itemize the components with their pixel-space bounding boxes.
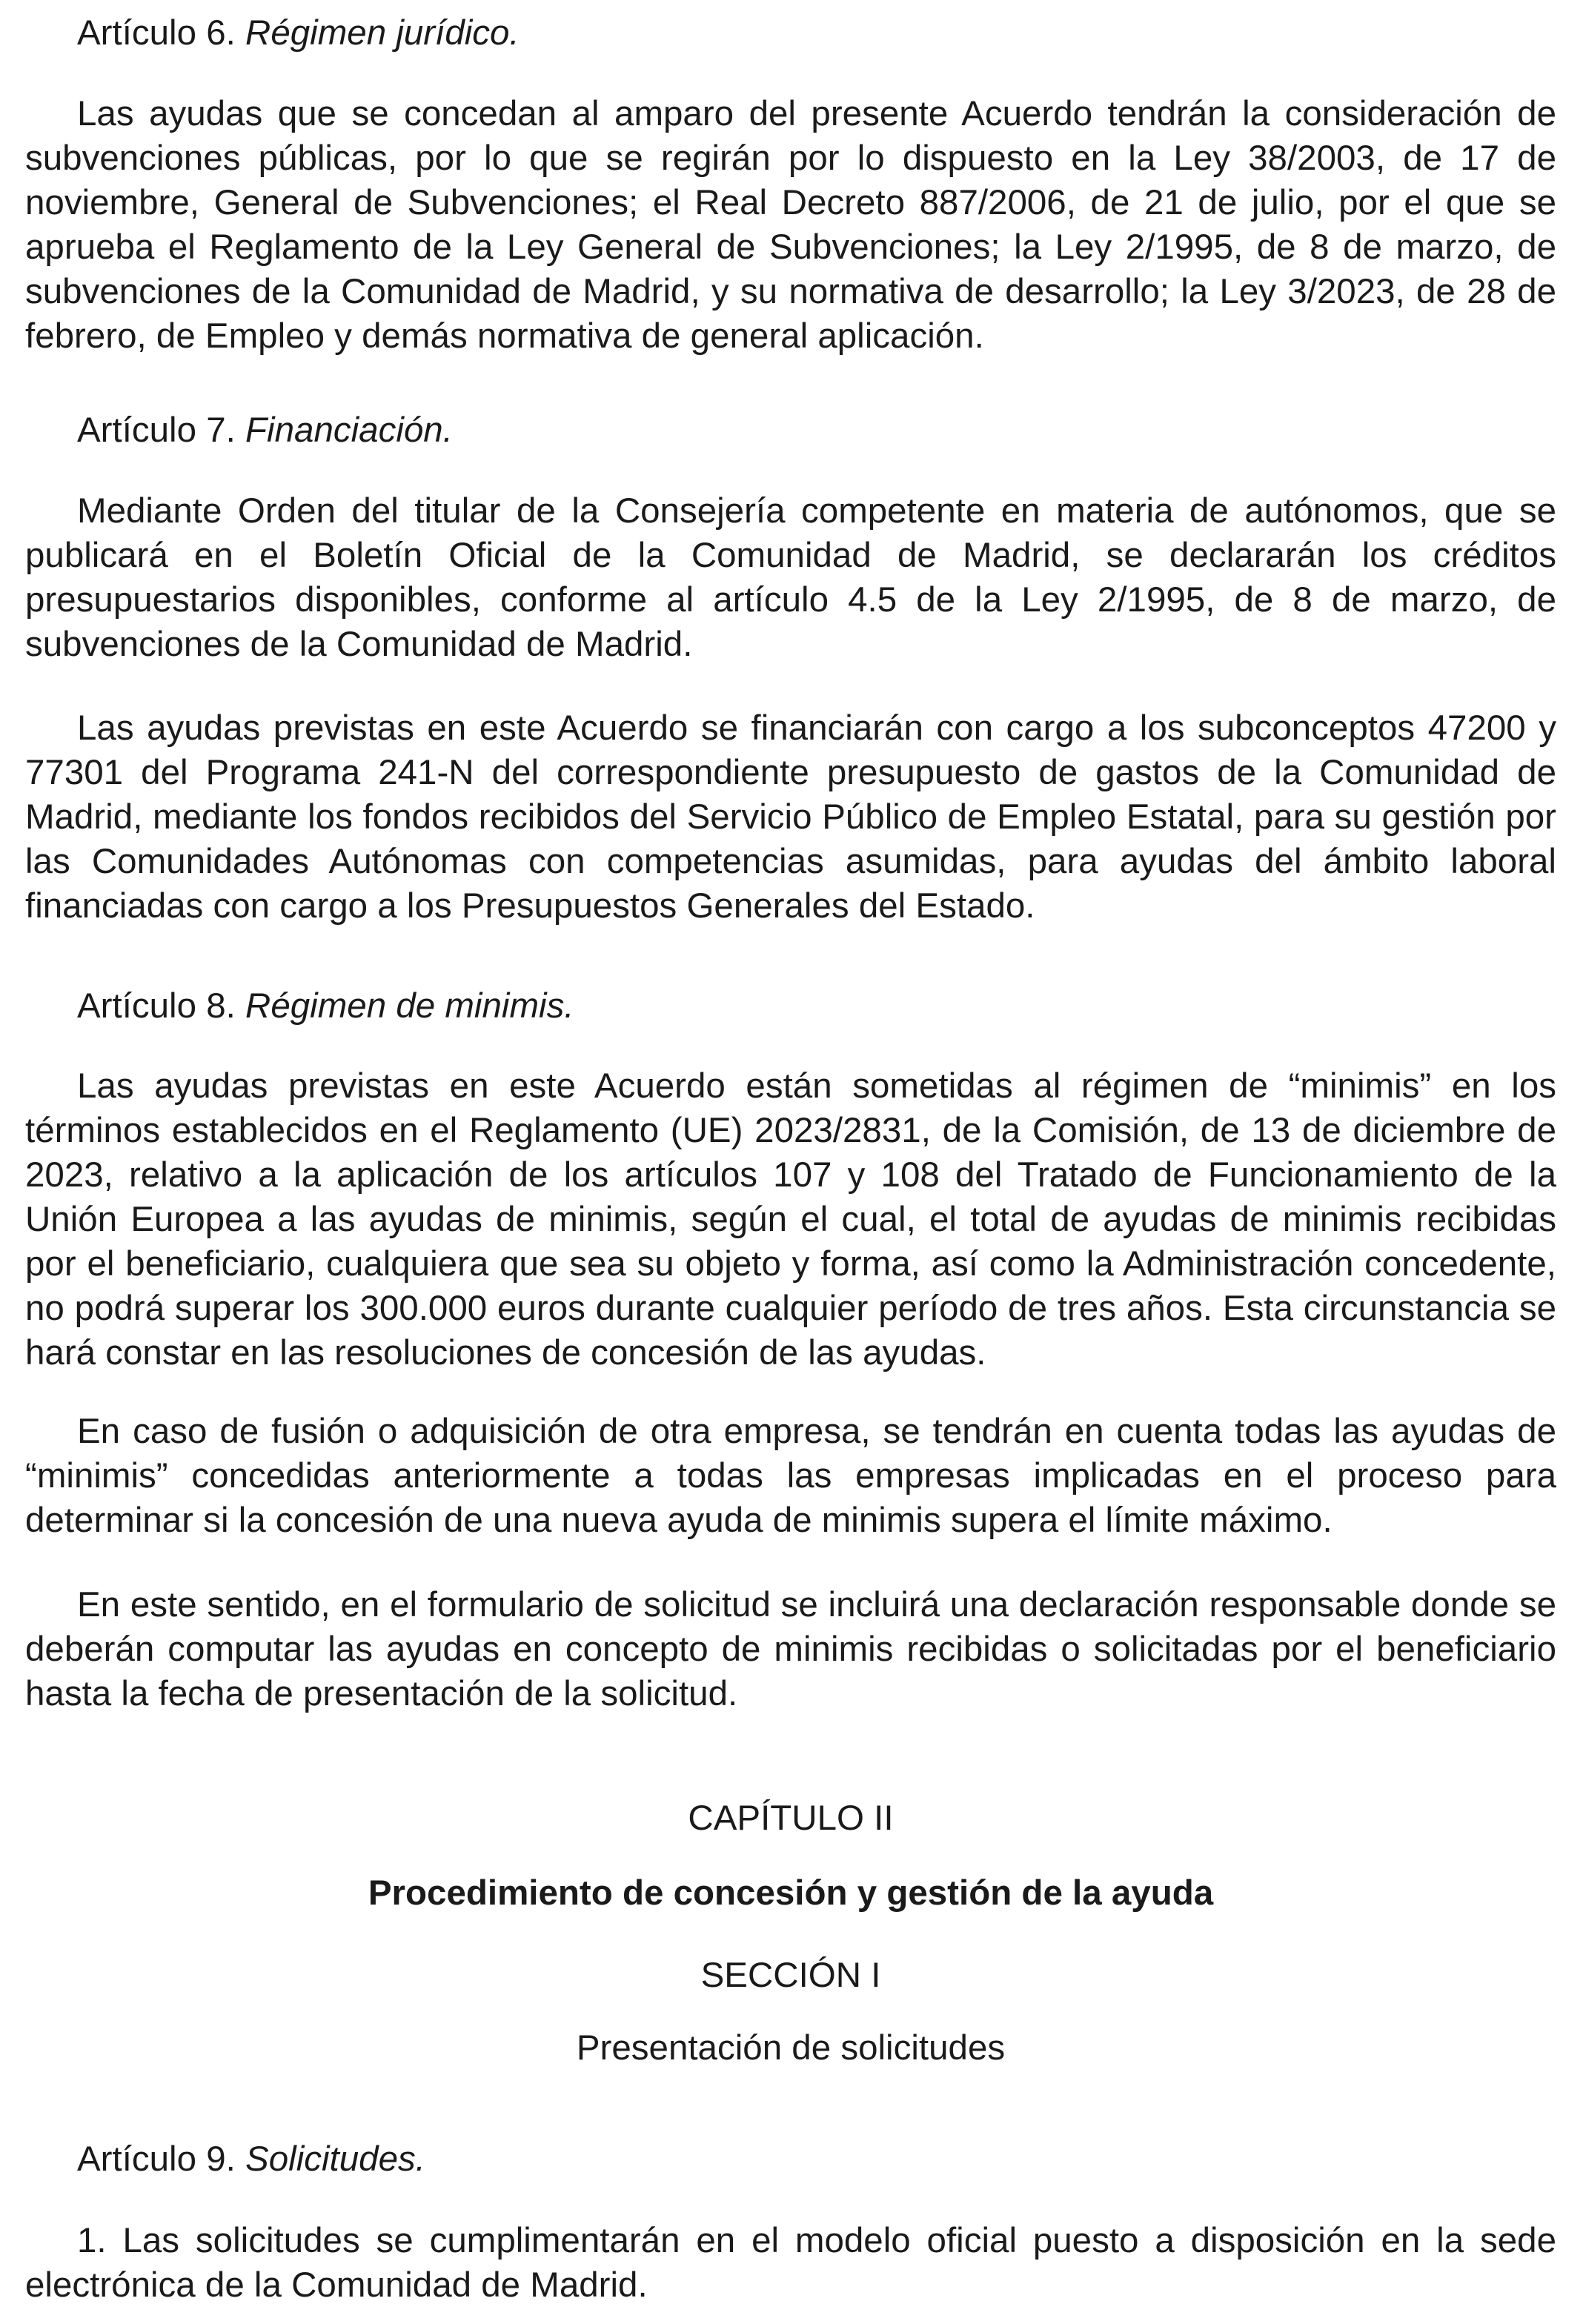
article-9-name: Solicitudes. (245, 2139, 425, 2179)
article-7-paragraph-2: Las ayudas previstas en este Acuerdo se financiarán con cargo a los subconceptos 47200 y 77301 del Programa 241-N del correspondiente presupuesto de gastos de la Comunidad de Madrid, mediante los fondos recibidos del Servicio Público de Empleo Estatal, para su gestión por las Comunidades Autónomas con competencias asumidas, para ayudas del ámbito laboral financiadas con cargo a los Presupuestos Generales del Estado. (25, 708, 1556, 926)
article-8-paragraph-2: En caso de fusión o adquisición de otra empresa, se tendrán en cuenta todas las ayudas de “minimis” concedidas anteriormente a todas las empresas implicadas en el proceso para determinar si la concesión de una nueva ayuda de minimis supera el límite máximo. (25, 1412, 1556, 1540)
article-8-label: Artículo 8. (77, 986, 236, 1026)
article-6-paragraph-1: Las ayudas que se concedan al amparo del presente Acuerdo tendrán la consideración de subvenciones públicas, por lo que se regirán por lo dispuesto en la Ley 38/2003, de 17 de noviembre, General de Subvenciones; el Real Decreto 887/2006, de 21 de julio, por el que se aprueba el Reglamento de la Ley General de Subvenciones; la Ley 2/1995, de 8 de marzo, de subvenciones de la Comunidad de Madrid, y su normativa de desarrollo; la Ley 3/2023, de 28 de febrero, de Empleo y demás normativa de general aplicación. (25, 94, 1556, 356)
article-8-paragraph-1: Las ayudas previstas en este Acuerdo están sometidas al régimen de “minimis” en los términos establecidos en el Reglamento (UE) 2023/2831, de la Comisión, de 13 de diciembre de 2023, relativo a la aplicación de los artículos 107 y 108 del Tratado de Funcionamiento de la Unión Europea a las ayudas de minimis, según el cual, el total de ayudas de minimis recibidas por el beneficiario, cualquiera que sea su objeto y forma, así como la Administración concedente, no podrá superar los 300.000 euros durante cualquier período de tres años. Esta circunstancia se hará constar en las resoluciones de concesión de las ayudas. (25, 1066, 1556, 1372)
article-9-title (77, 2137, 425, 2182)
chapter-heading: CAPÍTULO II (688, 1799, 894, 1838)
article-6-label: Artículo 6. (77, 13, 236, 53)
section-heading: SECCIÓN I (700, 1956, 881, 1995)
chapter-title: Procedimiento de concesión y gestión de la ayuda (368, 1873, 1214, 1913)
article-8-paragraph-3: En este sentido, en el formulario de solicitud se incluirá una declaración responsable donde se deberán computar las ayudas en concepto de minimis recibidas o solicitadas por el beneficiario hasta la fecha de presentación de la solicitud. (25, 1585, 1556, 1713)
article-8-name: Régimen de minimis. (245, 986, 574, 1026)
section-title: Presentación de solicitudes (576, 2028, 1006, 2068)
article-9-label: Artículo 9. (77, 2139, 236, 2179)
article-7-title (77, 408, 453, 453)
article-7-name: Financiación. (245, 411, 453, 450)
article-6-title (77, 11, 520, 56)
article-6-name: Régimen jurídico. (245, 13, 520, 53)
article-8-title (77, 984, 574, 1029)
article-7-label: Artículo 7. (77, 411, 236, 450)
article-7-paragraph-1: Mediante Orden del titular de la Consejería competente en materia de autónomos, que se publicará en el Boletín Oficial de la Comunidad de Madrid, se declararán los créditos presupuestarios disponibles, conforme al artículo 4.5 de la Ley 2/1995, de 8 de marzo, de subvenciones de la Comunidad de Madrid. (25, 491, 1556, 664)
article-9-paragraph-1: 1. Las solicitudes se cumplimentarán en el modelo oficial puesto a disposición en la sede electrónica de la Comunidad de Madrid. (25, 2221, 1556, 2305)
